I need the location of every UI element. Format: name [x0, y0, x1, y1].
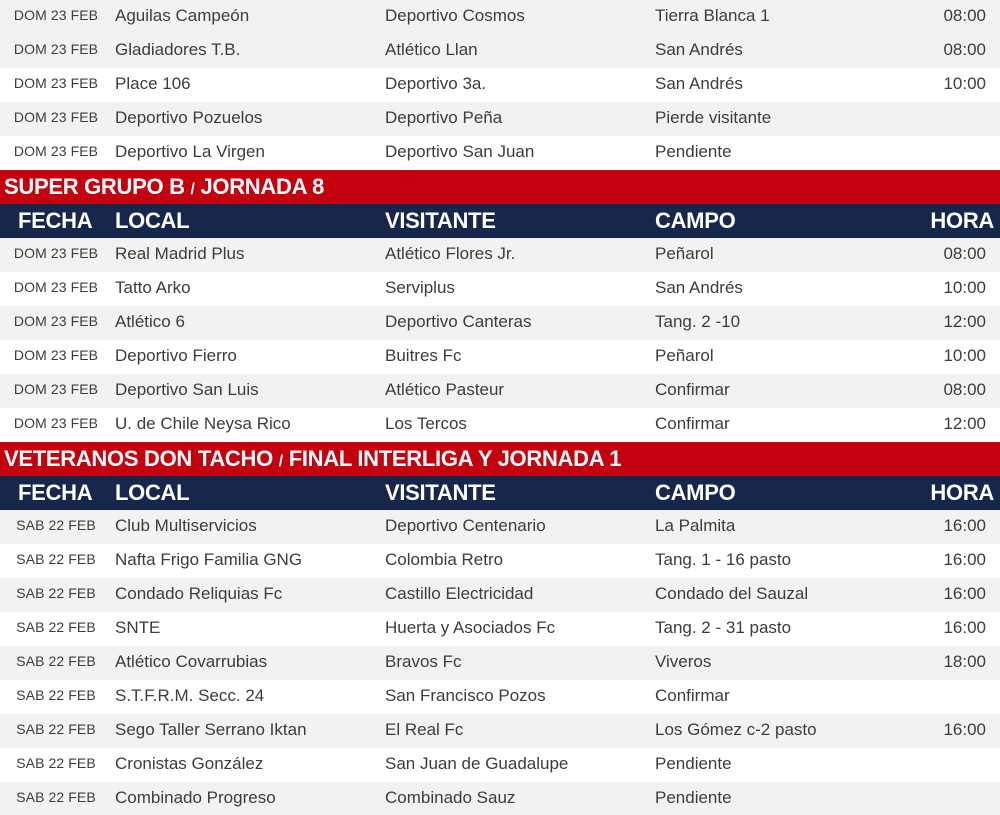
match-time: 08:00 [943, 6, 986, 25]
visiting-team: Atlético Flores Jr. [385, 244, 516, 263]
field-name: Pendiente [655, 754, 732, 773]
table-row [0, 34, 1000, 68]
table-row [0, 374, 1000, 408]
section-divider: / [190, 181, 195, 198]
match-date: SAB 22 FEB [16, 619, 96, 635]
match-date: DOM 23 FEB [13, 279, 99, 295]
field-name: Pierde visitante [655, 108, 772, 127]
local-team: Deportivo Pozuelos [115, 108, 263, 127]
visiting-team: Deportivo Peña [385, 108, 503, 127]
local-team: Sego Taller Serrano Iktan [115, 720, 307, 739]
local-team: Gladiadores T.B. [115, 40, 241, 59]
header-hora: HORA [930, 208, 994, 233]
header-visitante: VISITANTE [385, 208, 496, 233]
section-title [0, 170, 1000, 204]
field-name: San Andrés [655, 40, 743, 59]
visiting-team: El Real Fc [385, 720, 464, 739]
field-name: Viveros [655, 652, 712, 671]
visiting-team: Deportivo 3a. [385, 74, 487, 93]
table-row [0, 306, 1000, 340]
field-name: Confirmar [655, 414, 730, 433]
field-name: Tang. 2 - 31 pasto [655, 618, 792, 637]
section-title [0, 442, 1000, 476]
section-name: VETERANOS DON TACHO [4, 446, 273, 471]
local-team: Nafta Frigo Familia GNG [115, 550, 303, 569]
visiting-team: Atlético Pasteur [385, 380, 505, 399]
match-date: SAB 22 FEB [16, 551, 96, 567]
field-name: Pendiente [655, 142, 732, 161]
match-date: DOM 23 FEB [13, 7, 99, 23]
section-rows [0, 238, 1000, 442]
local-team: Atlético 6 [115, 312, 185, 331]
local-team: Club Multiservicios [115, 516, 257, 535]
match-time: 16:00 [943, 720, 986, 739]
match-time: 12:00 [943, 312, 986, 331]
match-date: DOM 23 FEB [13, 41, 99, 57]
header-local: LOCAL [115, 208, 190, 233]
table-row [0, 340, 1000, 374]
visiting-team: Colombia Retro [385, 550, 504, 569]
table-row [0, 714, 1000, 748]
match-time: 16:00 [943, 584, 986, 603]
local-team: Place 106 [115, 74, 191, 93]
table-header [0, 204, 1000, 238]
field-name: San Andrés [655, 278, 743, 297]
field-name: Tang. 1 - 16 pasto [655, 550, 792, 569]
table-row [0, 646, 1000, 680]
field-name: Los Gómez c-2 pasto [655, 720, 817, 739]
visiting-team: Combinado Sauz [385, 788, 516, 807]
match-date: SAB 22 FEB [16, 517, 96, 533]
table-row [0, 408, 1000, 442]
match-time: 10:00 [943, 278, 986, 297]
match-date: SAB 22 FEB [16, 721, 96, 737]
visiting-team: Castillo Electricidad [385, 584, 534, 603]
table-row [0, 680, 1000, 714]
table-row [0, 0, 1000, 34]
match-date: SAB 22 FEB [16, 653, 96, 669]
match-time: 10:00 [943, 346, 986, 365]
local-team: Aguilas Campeón [115, 6, 250, 25]
field-name: Confirmar [655, 686, 730, 705]
section-name: SUPER GRUPO B [4, 174, 185, 199]
local-team: Combinado Progreso [115, 788, 276, 807]
match-date: DOM 23 FEB [13, 109, 99, 125]
table-row [0, 748, 1000, 782]
match-date: DOM 23 FEB [13, 347, 99, 363]
match-date: DOM 23 FEB [13, 245, 99, 261]
field-name: La Palmita [655, 516, 736, 535]
visiting-team: San Juan de Guadalupe [385, 754, 569, 773]
header-visitante: VISITANTE [385, 480, 496, 505]
local-team: Atlético Covarrubias [115, 652, 268, 671]
local-team: Deportivo San Luis [115, 380, 259, 399]
field-name: Confirmar [655, 380, 730, 399]
local-team: Cronistas González [115, 754, 264, 773]
local-team: U. de Chile Neysa Rico [115, 414, 291, 433]
table-row [0, 238, 1000, 272]
header-fecha: FECHA [18, 208, 93, 233]
visiting-team: Los Tercos [385, 414, 467, 433]
match-time: 16:00 [943, 618, 986, 637]
visiting-team: Serviplus [385, 278, 455, 297]
field-name: Pendiente [655, 788, 732, 807]
visiting-team: Bravos Fc [385, 652, 462, 671]
header-campo: CAMPO [655, 208, 736, 233]
match-date: DOM 23 FEB [13, 313, 99, 329]
visiting-team: Huerta y Asociados Fc [385, 618, 556, 637]
visiting-team: Deportivo San Juan [385, 142, 535, 161]
local-team: Real Madrid Plus [115, 244, 245, 263]
match-date: SAB 22 FEB [16, 585, 96, 601]
match-time: 16:00 [943, 516, 986, 535]
local-team: Condado Reliquias Fc [115, 584, 283, 603]
field-name: Peñarol [655, 244, 714, 263]
local-team: SNTE [115, 618, 161, 637]
section-round: FINAL INTERLIGA Y JORNADA 1 [288, 446, 622, 471]
section-divider: / [278, 453, 283, 470]
match-date: DOM 23 FEB [13, 143, 99, 159]
table-row [0, 136, 1000, 170]
match-time: 18:00 [943, 652, 986, 671]
visiting-team: Deportivo Canteras [385, 312, 532, 331]
match-date: SAB 22 FEB [16, 789, 96, 805]
field-name: Tang. 2 -10 [655, 312, 741, 331]
header-local: LOCAL [115, 480, 190, 505]
table-row [0, 510, 1000, 544]
visiting-team: San Francisco Pozos [385, 686, 546, 705]
table-row [0, 544, 1000, 578]
table-row [0, 272, 1000, 306]
field-name: San Andrés [655, 74, 743, 93]
match-time: 10:00 [943, 74, 986, 93]
match-date: DOM 23 FEB [13, 415, 99, 431]
local-team: S.T.F.R.M. Secc. 24 [115, 686, 265, 705]
header-campo: CAMPO [655, 480, 736, 505]
table-row [0, 782, 1000, 815]
local-team: Deportivo La Virgen [115, 142, 265, 161]
match-time: 16:00 [943, 550, 986, 569]
section-rows [0, 510, 1000, 815]
match-date: DOM 23 FEB [13, 381, 99, 397]
field-name: Condado del Sauzal [655, 584, 809, 603]
table-row [0, 68, 1000, 102]
match-time: 08:00 [943, 40, 986, 59]
match-time: 08:00 [943, 380, 986, 399]
visiting-team: Deportivo Centenario [385, 516, 546, 535]
table-header [0, 476, 1000, 510]
section-round: JORNADA 8 [200, 174, 325, 199]
header-hora: HORA [930, 480, 994, 505]
visiting-team: Buitres Fc [385, 346, 462, 365]
visiting-team: Deportivo Cosmos [385, 6, 525, 25]
field-name: Peñarol [655, 346, 714, 365]
match-date: SAB 22 FEB [16, 687, 96, 703]
local-team: Deportivo Fierro [115, 346, 237, 365]
top-rows [0, 0, 1000, 170]
visiting-team: Atlético Llan [385, 40, 478, 59]
match-date: DOM 23 FEB [13, 75, 99, 91]
match-time: 12:00 [943, 414, 986, 433]
match-time: 08:00 [943, 244, 986, 263]
header-fecha: FECHA [18, 480, 93, 505]
field-name: Tierra Blanca 1 [655, 6, 770, 25]
local-team: Tatto Arko [115, 278, 191, 297]
table-row [0, 102, 1000, 136]
table-row [0, 578, 1000, 612]
match-date: SAB 22 FEB [16, 755, 96, 771]
table-row [0, 612, 1000, 646]
